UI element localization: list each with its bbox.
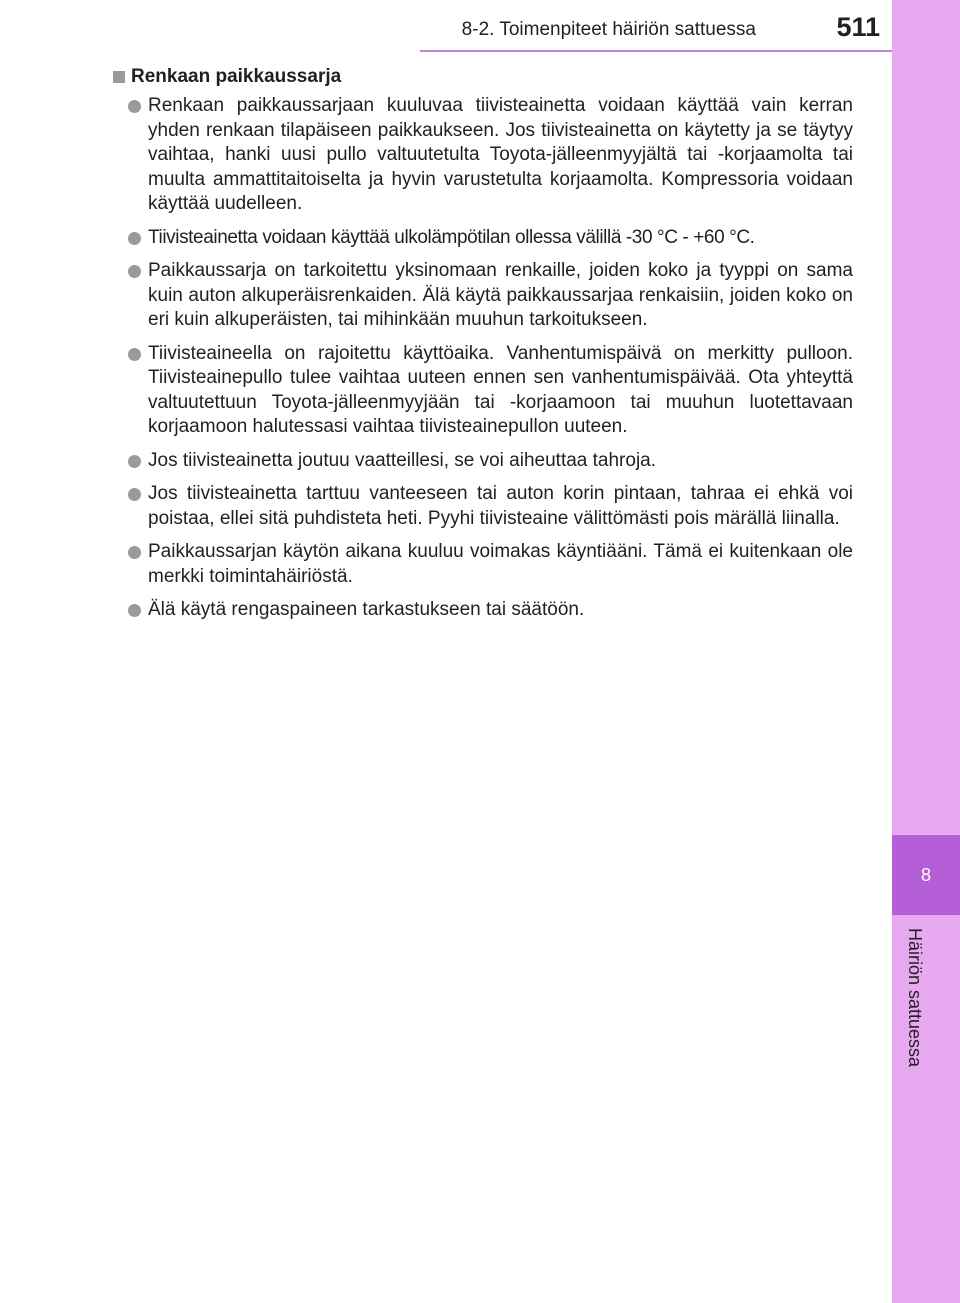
list-item-text: Jos tiivisteainetta joutuu vaatteillesi, se voi aiheuttaa tahroja.	[148, 449, 657, 471]
circle-bullet-icon	[128, 348, 141, 361]
list-item-text: Jos tiivisteainetta tarttuu vanteeseen tai auton korin pintaan, tahraa ei ehkä voi poistaa, ellei sitä puhdisteta heti. Pyyhi tiivisteaine välittömästi pois märällä liinalla.	[148, 483, 853, 529]
list-item-text: Renkaan paikkaussarjaan kuuluvaa tiivisteainetta voidaan käyttää vain kerran yhden renkaan tilapäiseen paikkaukseen. Jos tiivisteainetta on käytetty ja se täytyy vaihtaa, hanki uusi pullo valtuutetulta Toyota-jälleenmyyjältä tai -korjaamolta tai muulta ammattitaitoiselta ja hyvin varustetulta korjaamolta. Kompressoria voidaan käyttää uudelleen.	[148, 95, 853, 214]
circle-bullet-icon	[128, 455, 141, 468]
list-item	[113, 482, 853, 531]
list-item-text: Paikkaussarja on tarkoitettu yksinomaan renkaille, joiden koko ja tyyppi on sama kuin auton alkuperäisrenkaiden. Älä käytä paikkaussarjaa renkaisiin, joiden koko on eri kuin alkuperäisten, tai mihinkään muuhun tarkoitukseen.	[148, 260, 853, 330]
list-item	[113, 226, 853, 251]
chapter-number-tab: 8	[892, 835, 960, 915]
page-number: 511	[836, 12, 880, 42]
circle-bullet-icon	[128, 232, 141, 245]
page-content	[113, 66, 853, 632]
list-item	[113, 449, 853, 474]
section-heading: 8-2. Toimenpiteet häiriön sattuessa	[461, 19, 756, 40]
circle-bullet-icon	[128, 604, 141, 617]
page-header	[0, 0, 892, 52]
chapter-side-tab	[892, 0, 960, 1303]
list-item-text: Paikkaussarjan käytön aikana kuuluu voimakas käyntiääni. Tämä ei kuitenkaan ole merkki toimintahäiriöstä.	[148, 541, 853, 587]
chapter-label: Häiriön sattuessa	[905, 928, 925, 1068]
section-title-text: Renkaan paikkaussarja	[131, 66, 342, 87]
square-bullet-icon	[113, 71, 125, 83]
list-item-text: Tiivisteainetta voidaan käyttää ulkolämpötilan ollessa välillä -30 °C - +60 °C.	[148, 226, 755, 248]
circle-bullet-icon	[128, 488, 141, 501]
circle-bullet-icon	[128, 265, 141, 278]
circle-bullet-icon	[128, 100, 141, 113]
list-item-text: Älä käytä rengaspaineen tarkastukseen tai säätöön.	[148, 599, 585, 620]
list-item	[113, 259, 853, 333]
header-rule	[420, 50, 892, 52]
list-item	[113, 342, 853, 440]
list-item-text: Tiivisteaineella on rajoitettu käyttöaika. Vanhentumispäivä on merkitty pulloon. Tiivisteainepullo tulee vaihtaa uuteen ennen sen vanhentumispäivää. Ota yhteyttä valtuutettuun Toyota-jälleenmyyjään tai -korjaamoon tai muuhun luotettavaan korjaamoon halutessasi vaihtaa tiivisteainepullon uuteen.	[148, 342, 853, 437]
circle-bullet-icon	[128, 546, 141, 559]
list-item	[113, 94, 853, 217]
list-item	[113, 598, 853, 623]
section-title	[113, 66, 853, 88]
list-item	[113, 540, 853, 589]
